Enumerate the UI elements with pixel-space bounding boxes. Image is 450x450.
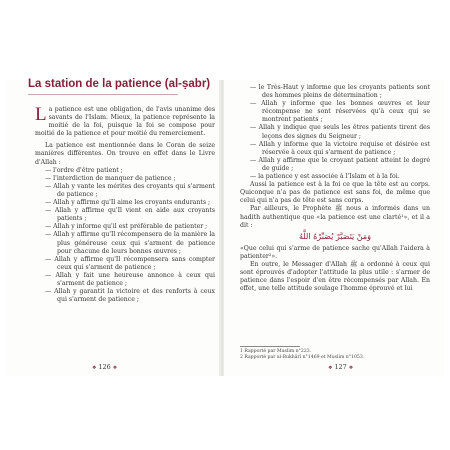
list-item: — Allah y affirme qu'Il récompensera sans compter ceux qui s'arment de patience ; (45, 255, 215, 271)
left-list (35, 167, 215, 305)
ornament-icon: ❖ (112, 365, 118, 371)
footnote-1: 1 Rapporté par Muslim n°223. (240, 349, 312, 354)
chapter-title: La station de la patience (al-ṣabr) (28, 78, 211, 90)
folio-number: 127 (334, 363, 347, 371)
quote-translation: «Que celui qui s'arme de patience sache qu'Allah l'aidera à patienter²». (240, 244, 430, 260)
list-item: — Allah y affirme que le croyant patient atteint le degré de guide ; (250, 156, 430, 172)
page-number-left (92, 363, 117, 371)
intro-paragraph (35, 106, 215, 138)
list-item: — Allah y fait une heureuse annonce à ceux qui s'arment de patience ; (45, 271, 215, 287)
dropcap-letter: L (35, 104, 47, 125)
right-list (240, 84, 430, 181)
left-column (35, 106, 215, 304)
footnote-rule (240, 346, 300, 347)
footnotes (240, 349, 430, 361)
right-column (240, 84, 430, 293)
paragraph-hadith-intro: Par ailleurs, le Prophète ﷺ nous a informés dans un hadith authentique que «la patience est une clarté¹», et il a dit : (240, 205, 430, 229)
folio-number: 126 (98, 363, 111, 371)
list-item: — le Très-Haut y informe que les croyants patients sont des hommes pleins de détermination ; (250, 84, 430, 100)
list-item: — l'ordre d'être patient ; (45, 166, 123, 174)
list-item: — la patience y est associée à l'Islam et à la foi. (250, 173, 400, 181)
arabic-quote: وَمَنْ يَتَصَبَّرْ يُصَبِّرْهُ اللَّهُ (298, 231, 372, 241)
list-item: — Allah y affirme qu'Il récompensera de la manière la plus généreuse ceux qui s'arment de patience pour chacune de leurs bonnes œuvres ; (45, 231, 215, 255)
ornament-icon: ❖ (92, 365, 97, 371)
footnote-2: 2 Rapporté par al-Bukhârî n°1469 et Muslim n°1053. (240, 355, 365, 360)
list-item: — Allah y vante les mérites des croyants qui s'arment de patience ; (45, 182, 215, 198)
page-number-right (328, 363, 353, 371)
list-item: — Allah y affirme qu'Il aime les croyants endurants ; (45, 199, 211, 207)
second-paragraph: La patience est mentionnée dans le Coran de seize manières différentes. On trouve en effet dans le Livre d'Allah : (35, 142, 215, 166)
list-item: — Allah y indique que seuls les êtres patients tirent des leçons des signes du Seigneur ; (250, 124, 430, 140)
list-item: — Allah y affirme qu'Il vient en aide aux croyants patients ; (45, 207, 215, 223)
list-item: — Allah y informe qu'il est préférable de patienter ; (45, 223, 208, 231)
ornament-icon: ❖ (348, 365, 354, 371)
ornament-icon: ❖ (328, 365, 333, 371)
intro-text: a patience est une obligation, de l'avis unanime des savants de l'Islam. Mieux, la patience représente la moitié de la foi, puisque la foi se compose pour moitié de la patience et pour moitié du remerciement. (35, 106, 215, 138)
paragraph-messenger: En outre, le Messager d'Allah ﷺ a ordonné à ceux qui sont éprouvés d'adopter l'attitude la plus utile : s'armer de patience dans l'espoir d'en être récompensés par Allah. En effet, une telle attitude soulage l'homme éprouvé et lui (240, 260, 430, 293)
list-item: — Allah y informe que la victoire requise et désirée est réservée à ceux qui s'arment de patience ; (250, 140, 430, 156)
list-item: — Allah y informe que les bonnes œuvres et leur récompense ne sont réservées qu'à ceux qui se montrent patients ; (250, 100, 430, 124)
title-underline (28, 94, 178, 95)
paragraph-head-body: Aussi la patience est à la foi ce que la tête est au corps. Quiconque n'a pas de patience est sans foi, de même que celui qui n'a pas de tête est sans corps. (240, 181, 430, 205)
list-item: — l'interdiction de manquer de patience ; (45, 174, 176, 182)
list-item: — Allah y garantit la victoire et des renforts à ceux qui s'arment de patience ; (45, 288, 215, 304)
